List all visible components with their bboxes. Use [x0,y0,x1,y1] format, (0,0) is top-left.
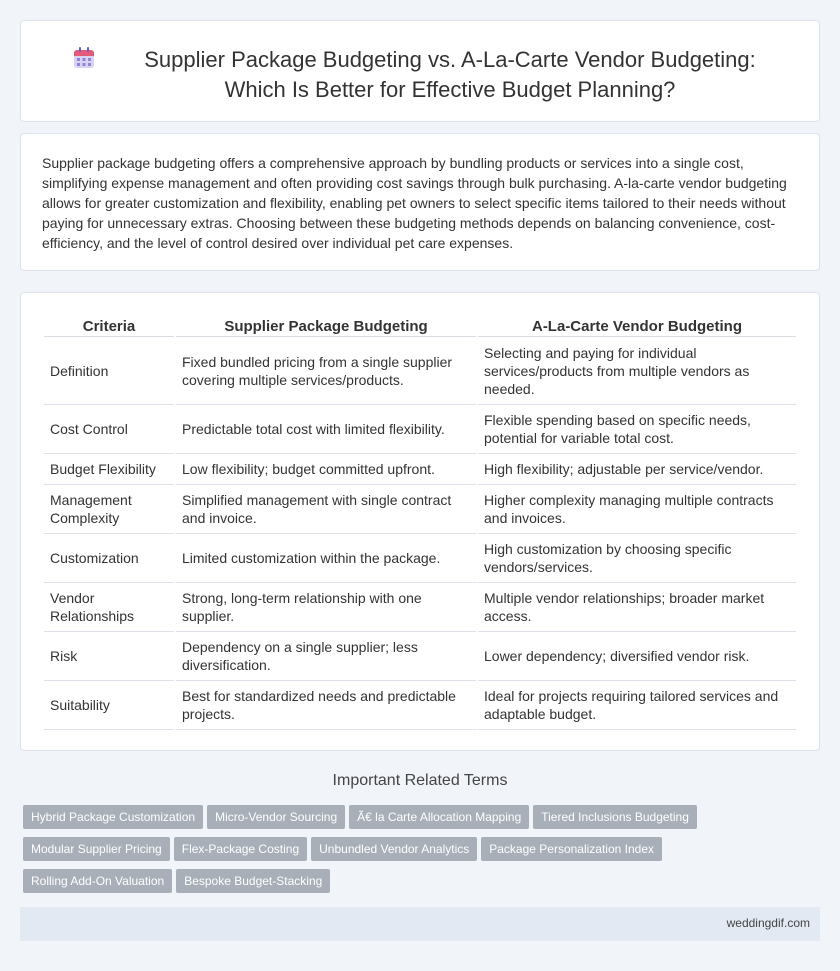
criteria-cell: Vendor Relationships [44,583,174,632]
table-row [44,454,796,485]
footer-site-link[interactable]: weddingdif.com [726,916,810,930]
tag-unbundled-vendor-analytics[interactable]: Unbundled Vendor Analytics [311,837,477,861]
criteria-cell: Cost Control [44,405,174,454]
supplier-cell: Limited customization within the package. [176,534,476,583]
a-la-carte-cell: High customization by choosing specific vendors/services. [478,534,796,583]
criteria-cell: Customization [44,534,174,583]
supplier-cell: Simplified management with single contract and invoice. [176,485,476,534]
tag-a-la-carte-allocation-mapping[interactable]: Ã€ la Carte Allocation Mapping [349,805,529,829]
header-a-la-carte: A-La-Carte Vendor Budgeting [478,315,796,337]
header-supplier-package: Supplier Package Budgeting [176,315,476,337]
criteria-cell: Risk [44,632,174,681]
criteria-cell: Budget Flexibility [44,454,174,485]
supplier-cell: Strong, long-term relationship with one supplier. [176,583,476,632]
table-row [44,485,796,534]
a-la-carte-cell: Lower dependency; diversified vendor risk. [478,632,796,681]
table-row [44,405,796,454]
tag-rolling-add-on-valuation[interactable]: Rolling Add-On Valuation [23,869,172,893]
comparison-card [20,292,820,751]
supplier-cell: Best for standardized needs and predictable projects. [176,681,476,730]
table-row [44,681,796,730]
intro-card [20,133,820,271]
table-row [44,337,796,405]
supplier-cell: Fixed bundled pricing from a single supplier covering multiple services/products. [176,337,476,405]
tag-micro-vendor-sourcing[interactable]: Micro-Vendor Sourcing [207,805,345,829]
page-title: Supplier Package Budgeting vs. A-La-Carte Vendor Budgeting: Which Is Better for Effective Budget Planning? [144,47,756,102]
related-terms-title: Important Related Terms [332,772,508,789]
tag-modular-supplier-pricing[interactable]: Modular Supplier Pricing [23,837,170,861]
related-terms-tags [23,805,723,901]
a-la-carte-cell: Higher complexity managing multiple contracts and invoices. [478,485,796,534]
a-la-carte-cell: Flexible spending based on specific needs, potential for variable total cost. [478,405,796,454]
tag-tiered-inclusions-budgeting[interactable]: Tiered Inclusions Budgeting [533,805,697,829]
tag-bespoke-budget-stacking[interactable]: Bespoke Budget-Stacking [176,869,330,893]
tag-flex-package-costing[interactable]: Flex-Package Costing [174,837,307,861]
a-la-carte-cell: Selecting and paying for individual services/products from multiple vendors as needed. [478,337,796,405]
a-la-carte-cell: Ideal for projects requiring tailored services and adaptable budget. [478,681,796,730]
tag-package-personalization-index[interactable]: Package Personalization Index [481,837,662,861]
supplier-cell: Dependency on a single supplier; less diversification. [176,632,476,681]
criteria-cell: Suitability [44,681,174,730]
supplier-cell: Predictable total cost with limited flexibility. [176,405,476,454]
a-la-carte-cell: Multiple vendor relationships; broader market access. [478,583,796,632]
table-row [44,583,796,632]
tag-hybrid-package-customization[interactable]: Hybrid Package Customization [23,805,203,829]
header-card [20,20,820,122]
footer-bar [20,907,820,941]
table-row [44,632,796,681]
intro-paragraph: Supplier package budgeting offers a comprehensive approach by bundling products or services into a single cost, simplifying expense management and often providing cost savings through bulk purchasing. A-la-carte vendor budgeting allows for greater customization and flexibility, enabling pet owners to select specific items tailored to their needs without paying for unnecessary extras. Choosing between these budgeting methods depends on balancing convenience, cost-efficiency, and the level of control desired over individual pet care expenses. [42,155,787,251]
supplier-cell: Low flexibility; budget committed upfront. [176,454,476,485]
criteria-cell: Management Complexity [44,485,174,534]
criteria-cell: Definition [44,337,174,405]
header-criteria: Criteria [44,315,174,337]
a-la-carte-cell: High flexibility; adjustable per service/vendor. [478,454,796,485]
table-row [44,534,796,583]
table-header-row [44,315,796,337]
comparison-table [42,315,798,730]
